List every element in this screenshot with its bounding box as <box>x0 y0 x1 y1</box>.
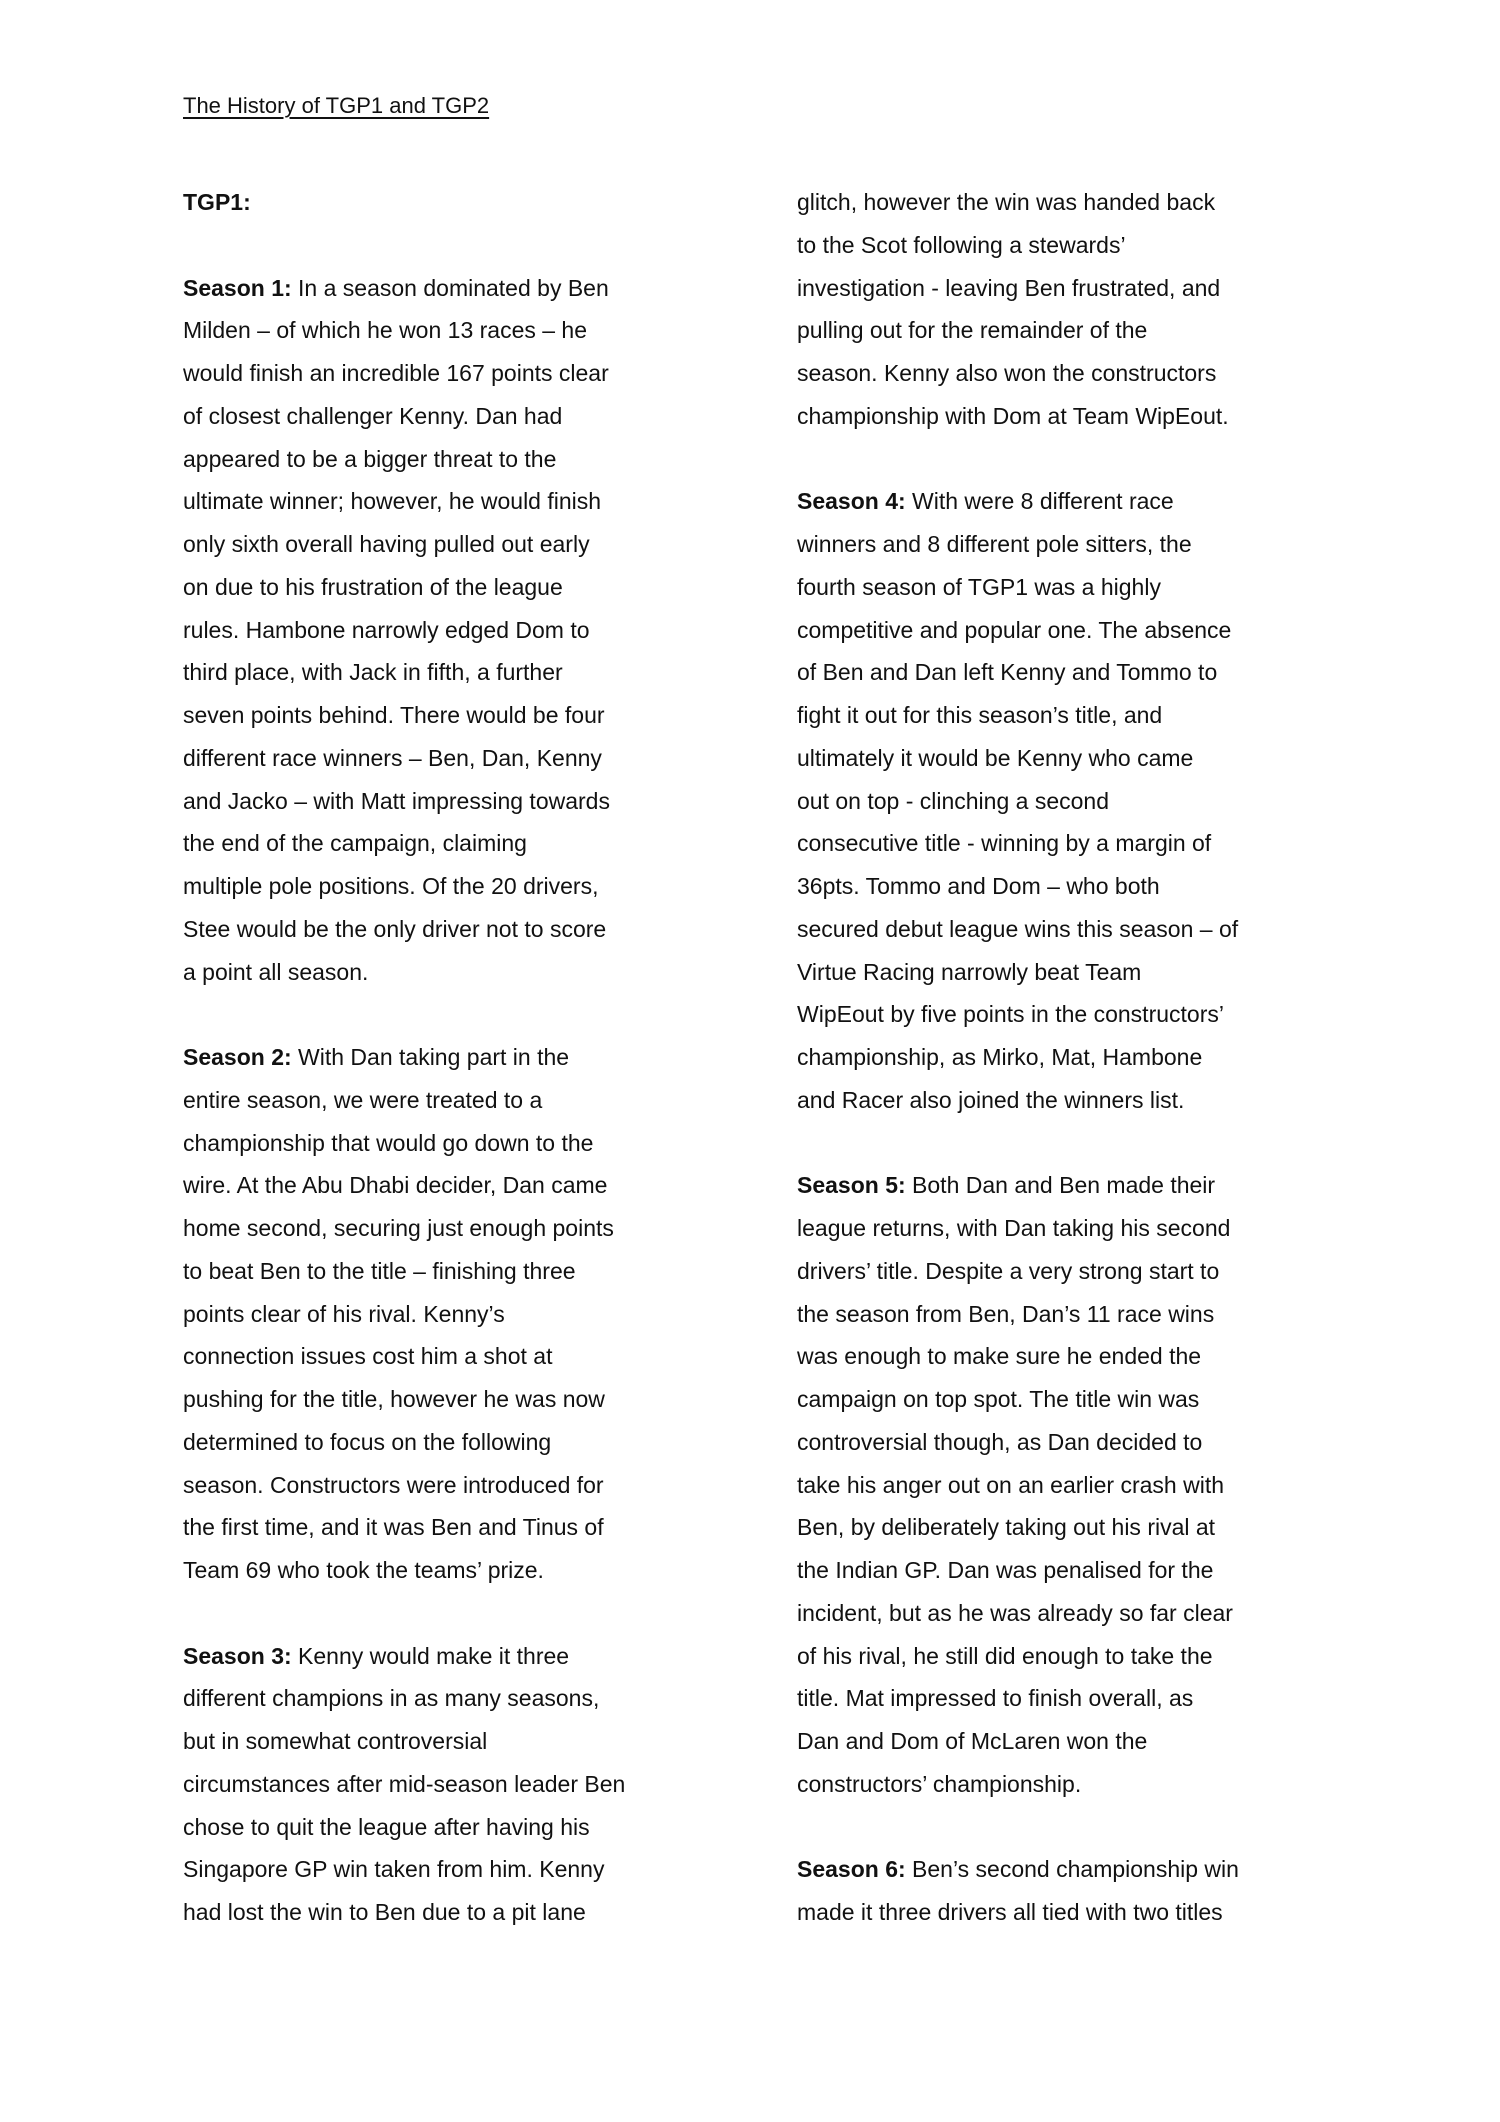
paragraph-line: multiple pole positions. Of the 20 drivers, <box>183 873 599 899</box>
paragraph-line: winners and 8 different pole sitters, the <box>797 531 1192 557</box>
paragraph-line: take his anger out on an earlier crash with <box>797 1471 1225 1498</box>
season-label: Season 2: <box>183 1044 292 1070</box>
paragraph-line: a point all season. <box>183 958 369 985</box>
paragraph-line: championship with Dom at Team WipEout. <box>797 402 1229 429</box>
paragraph-line: Dan and Dom of McLaren won the <box>797 1728 1148 1754</box>
paragraph-line: Season 6: Ben’s second championship win <box>797 1856 1239 1883</box>
paragraph-line: on due to his frustration of the league <box>183 573 563 600</box>
paragraph-line: out on top - clinching a second <box>797 787 1109 814</box>
paragraph-line: pulling out for the remainder of the <box>797 317 1148 344</box>
paragraph-line: Milden – of which he won 13 races – he <box>183 317 588 344</box>
paragraph-line: Season 3: Kenny would make it three <box>183 1642 570 1669</box>
paragraph-line: Stee would be the only driver not to score <box>183 915 607 942</box>
paragraph-spacer <box>183 993 743 1036</box>
season-label: Season 4: <box>797 488 906 515</box>
paragraph-line: season. Kenny also won the constructors <box>797 360 1217 386</box>
paragraph-line: ultimate winner; however, he would finish <box>183 488 602 515</box>
paragraph-line: Singapore GP win taken from him. Kenny <box>183 1856 605 1883</box>
paragraph-line: campaign on top spot. The title win was <box>797 1386 1200 1412</box>
paragraph-line: different race winners – Ben, Dan, Kenny <box>183 744 602 771</box>
paragraph-line: home second, securing just enough points <box>183 1215 614 1241</box>
left-column <box>183 181 743 1934</box>
paragraph-line: wire. At the Abu Dhabi decider, Dan came <box>183 1172 608 1199</box>
paragraph-line: fourth season of TGP1 was a highly <box>797 573 1161 600</box>
season-3-paragraph <box>183 1635 743 1934</box>
season-label: Season 3: <box>183 1642 292 1669</box>
paragraph-line: Season 1: In a season dominated by Ben <box>183 274 609 301</box>
paragraph-line: had lost the win to Ben due to a pit lane <box>183 1899 586 1925</box>
paragraph-line: Season 5: Both Dan and Ben made their <box>797 1172 1216 1199</box>
paragraph-line: Virtue Racing narrowly beat Team <box>797 958 1142 985</box>
paragraph-line: only sixth overall having pulled out early <box>183 531 590 557</box>
paragraph-line: secured debut league wins this season – of <box>797 915 1239 942</box>
paragraph-line: drivers’ title. Despite a very strong start to <box>797 1257 1220 1284</box>
season-label: Season 6: <box>797 1856 906 1883</box>
paragraph-line: investigation - leaving Ben frustrated, and <box>797 274 1221 301</box>
section-heading-tgp1: TGP1: <box>183 189 251 215</box>
paragraph-line: the season from Ben, Dan’s 11 race wins <box>797 1300 1215 1327</box>
paragraph-line: championship that would go down to the <box>183 1129 594 1156</box>
season-6-paragraph <box>797 1848 1357 1934</box>
paragraph-line: to beat Ben to the title – finishing three <box>183 1257 576 1284</box>
paragraph-line: of closest challenger Kenny. Dan had <box>183 402 563 429</box>
paragraph-line: title. Mat impressed to finish overall, as <box>797 1685 1194 1712</box>
paragraph-line: Team 69 who took the teams’ prize. <box>183 1557 544 1583</box>
paragraph-line: season. Constructors were introduced for <box>183 1471 604 1498</box>
paragraph-line: pushing for the title, however he was now <box>183 1386 605 1412</box>
paragraph-line: consecutive title - winning by a margin of <box>797 830 1212 857</box>
paragraph-line: determined to focus on the following <box>183 1428 552 1455</box>
paragraph-line: glitch, however the win was handed back <box>797 189 1216 215</box>
paragraph-spacer <box>797 1806 1357 1849</box>
paragraph-line: made it three drivers all tied with two titles <box>797 1899 1223 1925</box>
paragraph-line: but in somewhat controversial <box>183 1728 488 1754</box>
paragraph-line: and Racer also joined the winners list. <box>797 1086 1185 1113</box>
season-4-paragraph <box>797 480 1357 1121</box>
paragraph-line: the Indian GP. Dan was penalised for the <box>797 1557 1214 1583</box>
paragraph-line: appeared to be a bigger threat to the <box>183 445 557 472</box>
paragraph-line: 36pts. Tommo and Dom – who both <box>797 873 1160 899</box>
paragraph-line: the end of the campaign, claiming <box>183 830 527 857</box>
paragraph-line: points clear of his rival. Kenny’s <box>183 1300 505 1327</box>
paragraph-line: to the Scot following a stewards’ <box>797 231 1126 258</box>
paragraph-spacer <box>797 438 1357 481</box>
paragraph-line: competitive and popular one. The absence <box>797 616 1232 643</box>
paragraph-line: incident, but as he was already so far clear <box>797 1599 1233 1626</box>
season-1-paragraph <box>183 267 743 994</box>
document-title: The History of TGP1 and TGP2 <box>183 93 490 118</box>
paragraph-line: the first time, and it was Ben and Tinus of <box>183 1514 604 1541</box>
paragraph-line: entire season, we were treated to a <box>183 1086 543 1113</box>
paragraph-line: league returns, with Dan taking his second <box>797 1215 1231 1241</box>
paragraph-line: connection issues cost him a shot at <box>183 1343 553 1370</box>
season-5-paragraph <box>797 1164 1357 1805</box>
paragraph-line: and Jacko – with Matt impressing towards <box>183 787 610 814</box>
season-3-paragraph-continued <box>797 181 1357 438</box>
paragraph-line: controversial though, as Dan decided to <box>797 1428 1203 1455</box>
season-label: Season 1: <box>183 274 292 301</box>
paragraph-line: seven points behind. There would be four <box>183 702 605 728</box>
paragraph-line: fight it out for this season’s title, and <box>797 702 1163 728</box>
paragraph-line: was enough to make sure he ended the <box>797 1343 1202 1370</box>
paragraph-line: constructors’ championship. <box>797 1770 1082 1797</box>
paragraph-line: Season 4: With were 8 different race <box>797 488 1174 515</box>
paragraph-line: championship, as Mirko, Mat, Hambone <box>797 1044 1203 1070</box>
season-label: Season 5: <box>797 1172 906 1199</box>
paragraph-line: rules. Hambone narrowly edged Dom to <box>183 616 590 643</box>
paragraph-line: WipEout by five points in the constructors’ <box>797 1001 1224 1028</box>
right-column <box>797 181 1357 1934</box>
paragraph-line: Ben, by deliberately taking out his rival at <box>797 1514 1216 1541</box>
paragraph-line: Season 2: With Dan taking part in the <box>183 1044 570 1070</box>
season-2-paragraph <box>183 1036 743 1592</box>
paragraph-line: of his rival, he still did enough to take the <box>797 1642 1213 1669</box>
paragraph-line: third place, with Jack in fifth, a further <box>183 659 563 686</box>
paragraph-line: circumstances after mid-season leader Ben <box>183 1770 626 1797</box>
paragraph-line: would finish an incredible 167 points clear <box>183 360 609 386</box>
paragraph-line: different champions in as many seasons, <box>183 1685 600 1712</box>
paragraph-spacer <box>797 1122 1357 1165</box>
paragraph-spacer <box>183 224 743 267</box>
paragraph-spacer <box>183 1592 743 1635</box>
paragraph-line: chose to quit the league after having his <box>183 1813 590 1840</box>
paragraph-line: ultimately it would be Kenny who came <box>797 744 1194 771</box>
paragraph-line: of Ben and Dan left Kenny and Tommo to <box>797 659 1218 686</box>
